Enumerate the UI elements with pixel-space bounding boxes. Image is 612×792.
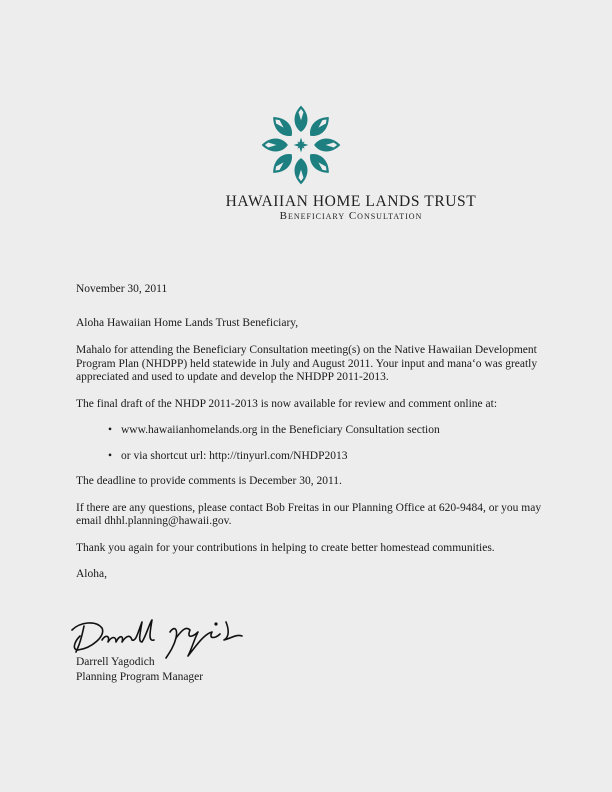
flower-emblem-icon [260,104,342,186]
organization-subtitle: Beneficiary Consultation [279,210,423,222]
bullet-icon: • [108,424,113,436]
link-list [76,424,546,463]
list-item[interactable] [108,450,546,464]
paragraph-thanks: Thank you again for your contributions in helping to create better homestead communities. [76,541,495,554]
signer-name: Darrell Yagodich [76,656,155,668]
letter-date: November 30, 2011 [76,283,168,295]
salutation: Aloha Hawaiian Home Lands Trust Beneficiary, [76,316,299,329]
paragraph-mahalo: Mahalo for attending the Beneficiary Consultation meeting(s) on the Native Hawaiian Development Program Plan (NHDPP) held statewide in July and August 2011. Your input and mana‘o was greatly appreciated and used to update and develop the NHDPP 2011-2013. [76,344,538,383]
paragraph-final-draft: The final draft of the NHDP 2011-2013 is now available for review and comment online at: [76,397,498,410]
shortcut-url-text: or via shortcut url: http://tinyurl.com/NHDP2013 [121,449,348,462]
paragraph-deadline: The deadline to provide comments is December 30, 2011. [76,475,342,487]
bullet-icon: • [108,449,113,462]
organization-name: HAWAIIAN HOME LANDS TRUST [225,193,477,210]
list-item[interactable] [108,424,546,438]
signer-title: Planning Program Manager [76,671,204,683]
paragraph-contact: If there are any questions, please contact Bob Freitas in our Planning Office at 620-9484, or you may email dhhl.planning@hawaii.gov. [76,501,542,527]
letter-body [76,283,546,582]
website-link-text: www.hawaiianhomelands.org in the Beneficiary Consultation section [121,424,440,436]
signer-block [76,655,203,685]
closing: Aloha, [76,568,107,580]
